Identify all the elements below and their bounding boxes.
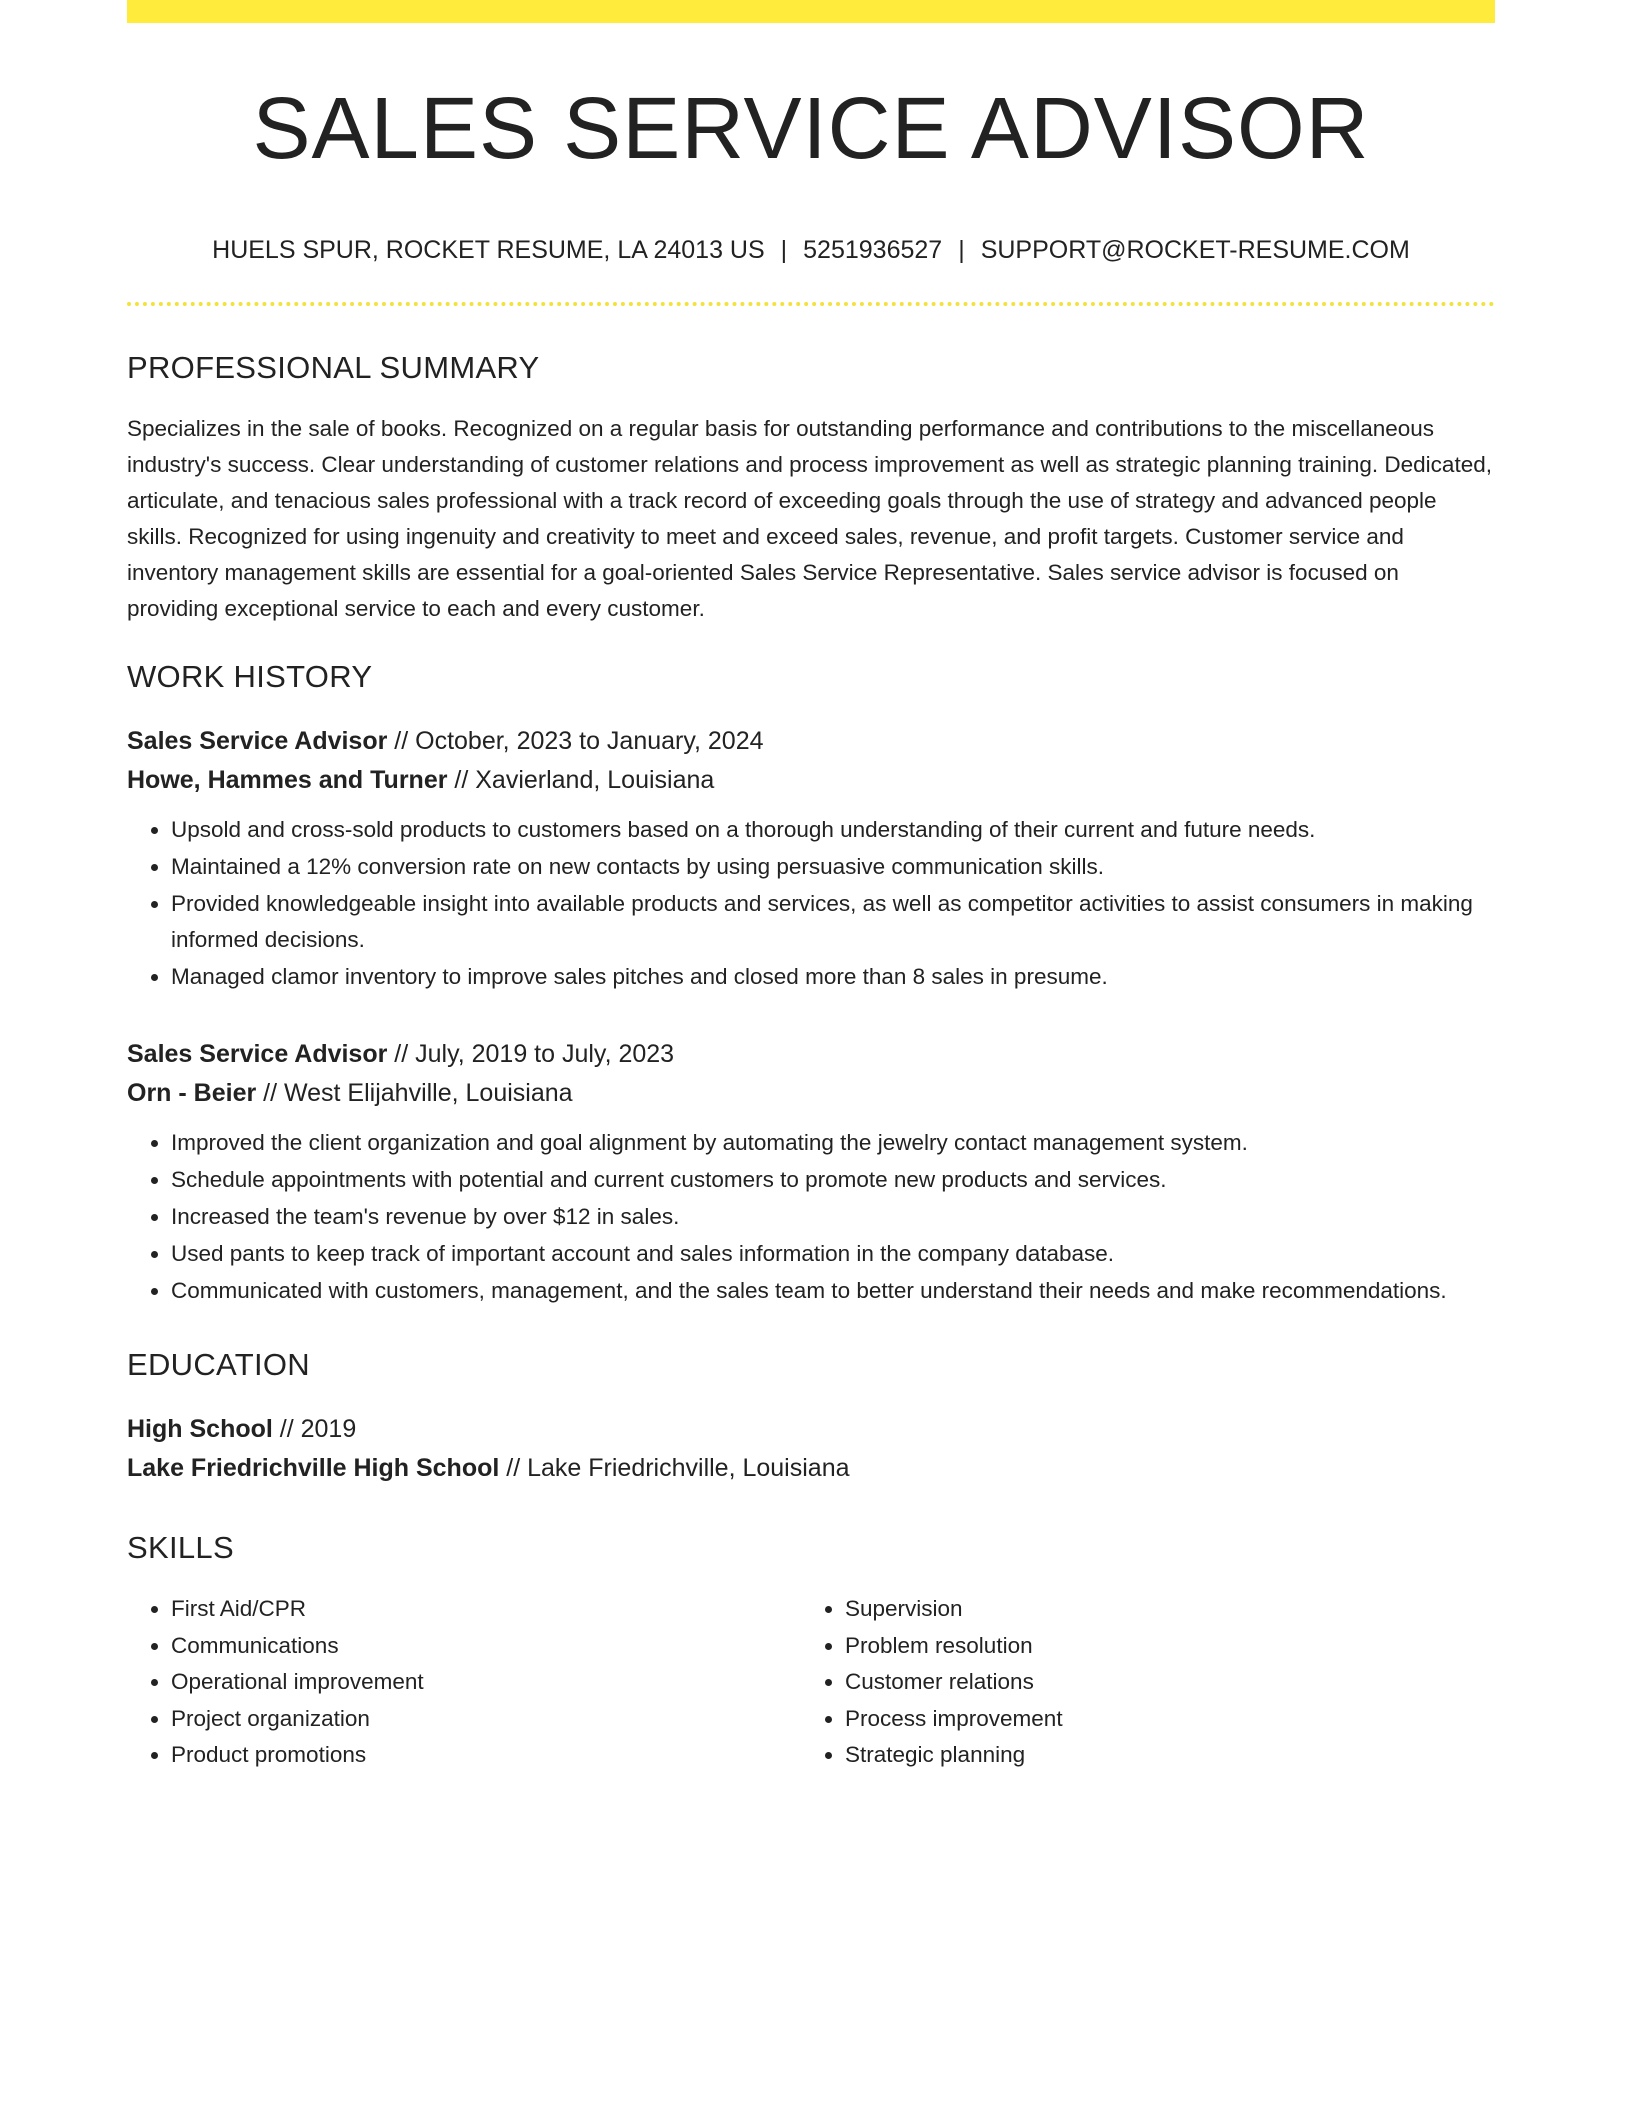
job-bullets (127, 812, 1495, 995)
job-bullet: • Upsold and cross-sold products to customers based on a thorough understanding of their current and future needs. (171, 812, 1495, 848)
skill-item: • Project organization (171, 1701, 801, 1738)
education-heading: EDUCATION (127, 1347, 310, 1382)
job-entry (127, 1035, 1495, 1309)
resume-page (127, 0, 1495, 1774)
work-history-heading: WORK HISTORY (127, 659, 373, 694)
summary-heading: PROFESSIONAL SUMMARY (127, 350, 540, 385)
job-company: Howe, Hammes and Turner (127, 766, 448, 794)
contact-line (127, 238, 1495, 263)
education-entry (127, 1410, 1495, 1488)
job-company-line (127, 761, 1495, 800)
job-bullet: • Used pants to keep track of important account and sales information in the company database. (171, 1236, 1495, 1272)
education-degree-line (127, 1410, 1495, 1449)
skills-heading: SKILLS (127, 1530, 234, 1565)
job-company: Orn - Beier (127, 1079, 257, 1107)
job-bullet: • Provided knowledgeable insight into available products and services, as well as competitor activities to assist consumers in making informed decisions. (171, 886, 1495, 958)
job-role: Sales Service Advisor (127, 1040, 388, 1068)
accent-top-bar (127, 0, 1495, 23)
skill-item: • Problem resolution (845, 1628, 1475, 1665)
skills-list-right (801, 1591, 1475, 1774)
job-bullet: • Schedule appointments with potential and current customers to promote new products and services. (171, 1162, 1495, 1198)
contact-separator: | (780, 236, 788, 264)
job-role-line (127, 722, 1495, 761)
job-dates: // October, 2023 to January, 2024 (387, 727, 764, 755)
education-degree: High School (127, 1415, 273, 1443)
job-role-line (127, 1035, 1495, 1074)
job-dates: // July, 2019 to July, 2023 (387, 1040, 675, 1068)
job-location: // Xavierland, Louisiana (447, 766, 715, 794)
job-bullet: • Improved the client organization and goal alignment by automating the jewelry contact management system. (171, 1125, 1495, 1161)
job-role: Sales Service Advisor (127, 727, 388, 755)
skill-item: • Strategic planning (845, 1737, 1475, 1774)
summary-text: Specializes in the sale of books. Recognized on a regular basis for outstanding performance and contributions to the miscellaneous industry's success. Clear understanding of customer relations and process improvement as well as strategic planning training. Dedicated, articulate, and tenacious sales professional with a track record of exceeding goals through the use of strategy and advanced people skills. Recognized for using ingenuity and creativity to meet and exceed sales, revenue, and profit targets. Customer service and inventory management skills are essential for a goal-oriented Sales Service Representative. Sales service advisor is focused on providing exceptional service to each and every customer. (127, 416, 1492, 621)
skills-columns (127, 1591, 1495, 1774)
job-bullet: • Communicated with customers, management, and the sales team to better understand their needs and make recommendations. (171, 1273, 1495, 1309)
skill-item: • Product promotions (171, 1737, 801, 1774)
job-bullet: • Increased the team's revenue by over $12 in sales. (171, 1199, 1495, 1235)
job-company-line (127, 1074, 1495, 1113)
job-location: // West Elijahville, Louisiana (256, 1079, 573, 1107)
skill-item: • Communications (171, 1628, 801, 1665)
skill-item: • Process improvement (845, 1701, 1475, 1738)
education-year: // 2019 (272, 1415, 357, 1443)
contact-separator: | (958, 236, 965, 264)
skill-item: • Supervision (845, 1591, 1475, 1628)
job-bullets (127, 1125, 1495, 1309)
education-school: Lake Friedrichville High School (127, 1454, 500, 1482)
education-school-line (127, 1449, 1495, 1488)
contact-email: SUPPORT@ROCKET-RESUME.COM (980, 236, 1410, 264)
skill-item: • First Aid/CPR (171, 1591, 801, 1628)
dotted-divider (127, 302, 1495, 306)
skill-item: • Operational improvement (171, 1664, 801, 1701)
job-entry (127, 722, 1495, 995)
contact-address: HUELS SPUR, ROCKET RESUME, LA 24013 US (212, 236, 765, 264)
contact-phone: 5251936527 (803, 236, 943, 264)
skills-list-left (127, 1591, 801, 1774)
job-bullet: • Maintained a 12% conversion rate on new contacts by using persuasive communication skills. (171, 849, 1495, 885)
skill-item: • Customer relations (845, 1664, 1475, 1701)
education-location: // Lake Friedrichville, Louisiana (499, 1454, 850, 1482)
resume-name-title: SALES SERVICE ADVISOR (252, 80, 1370, 177)
job-bullet: • Managed clamor inventory to improve sales pitches and closed more than 8 sales in presume. (171, 959, 1495, 995)
